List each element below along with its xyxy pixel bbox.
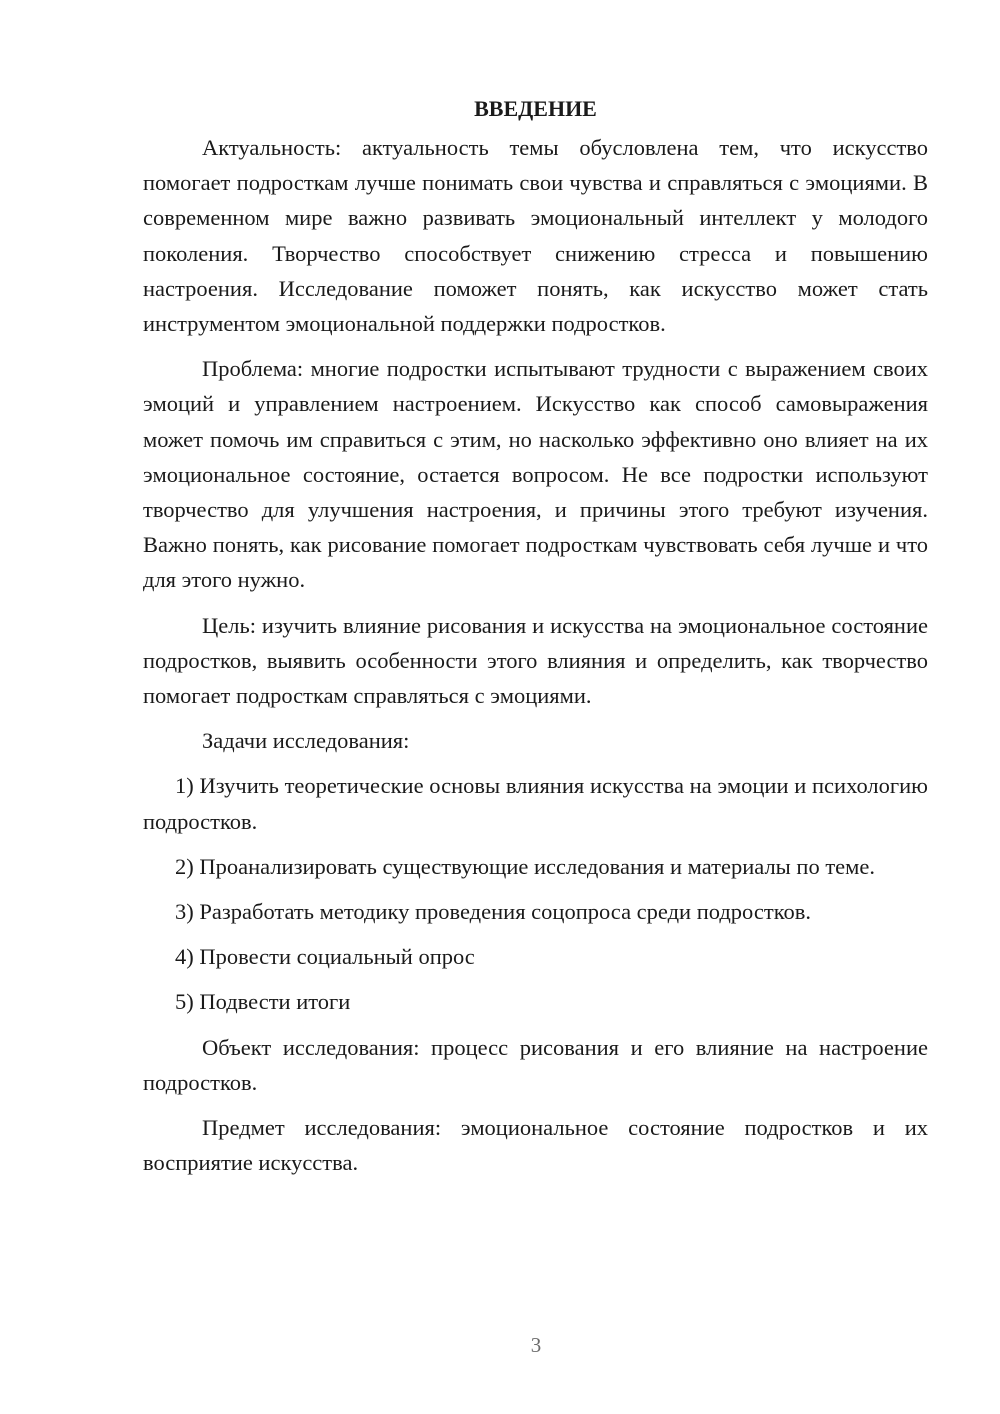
- task-item-1: 1) Изучить теоретические основы влияния искусства на эмоции и психологию подростков.: [143, 773, 928, 834]
- page-title: ВВЕДЕНИЕ: [474, 96, 597, 121]
- task-item-4: 4) Провести социальный опрос: [175, 944, 475, 970]
- relevance-paragraph: Актуальность: актуальность темы обусловлена тем, что искусство помогает подросткам лучше понимать свои чувства и справляться с эмоциями. В современном мире важно развивать эмоциональный интеллект у молодого поколения. Творчество способствует снижению стресса и повышению настроения. Исследование поможет понять, как искусство может стать инструментом эмоциональной поддержки подростков.: [143, 135, 928, 337]
- task-item-5: 5) Подвести итоги: [175, 989, 351, 1015]
- document-page: [143, 92, 928, 1190]
- task-item-2: 2) Проанализировать существующие исследования и материалы по теме.: [175, 853, 876, 879]
- page-number: 3: [530, 1333, 542, 1357]
- object-paragraph: Объект исследования: процесс рисования и его влияние на настроение подростков.: [143, 1034, 928, 1095]
- subject-paragraph: Предмет исследования: эмоциональное состояние подростков и их восприятие искусства.: [143, 1115, 928, 1176]
- problem-paragraph: Проблема: многие подростки испытывают трудности с выражением своих эмоций и управлением настроением. Искусство как способ самовыражения может помочь им справиться с этим, но насколько эффективно оно влияет на их эмоциональное состояние, остается вопросом. Не все подростки используют творчество для улучшения настроения, и причины этого требуют изучения. Важно понять, как рисование помогает подросткам чувствовать себя лучше и что для этого нужно.: [143, 356, 928, 593]
- tasks-title: Задачи исследования:: [202, 728, 410, 754]
- goal-paragraph: Цель: изучить влияние рисования и искусства на эмоциональное состояние подростков, выявить особенности этого влияния и определить, как творчество помогает подросткам справляться с эмоциями.: [143, 612, 928, 709]
- task-item-3: 3) Разработать методику проведения соцопроса среди подростков.: [175, 899, 811, 925]
